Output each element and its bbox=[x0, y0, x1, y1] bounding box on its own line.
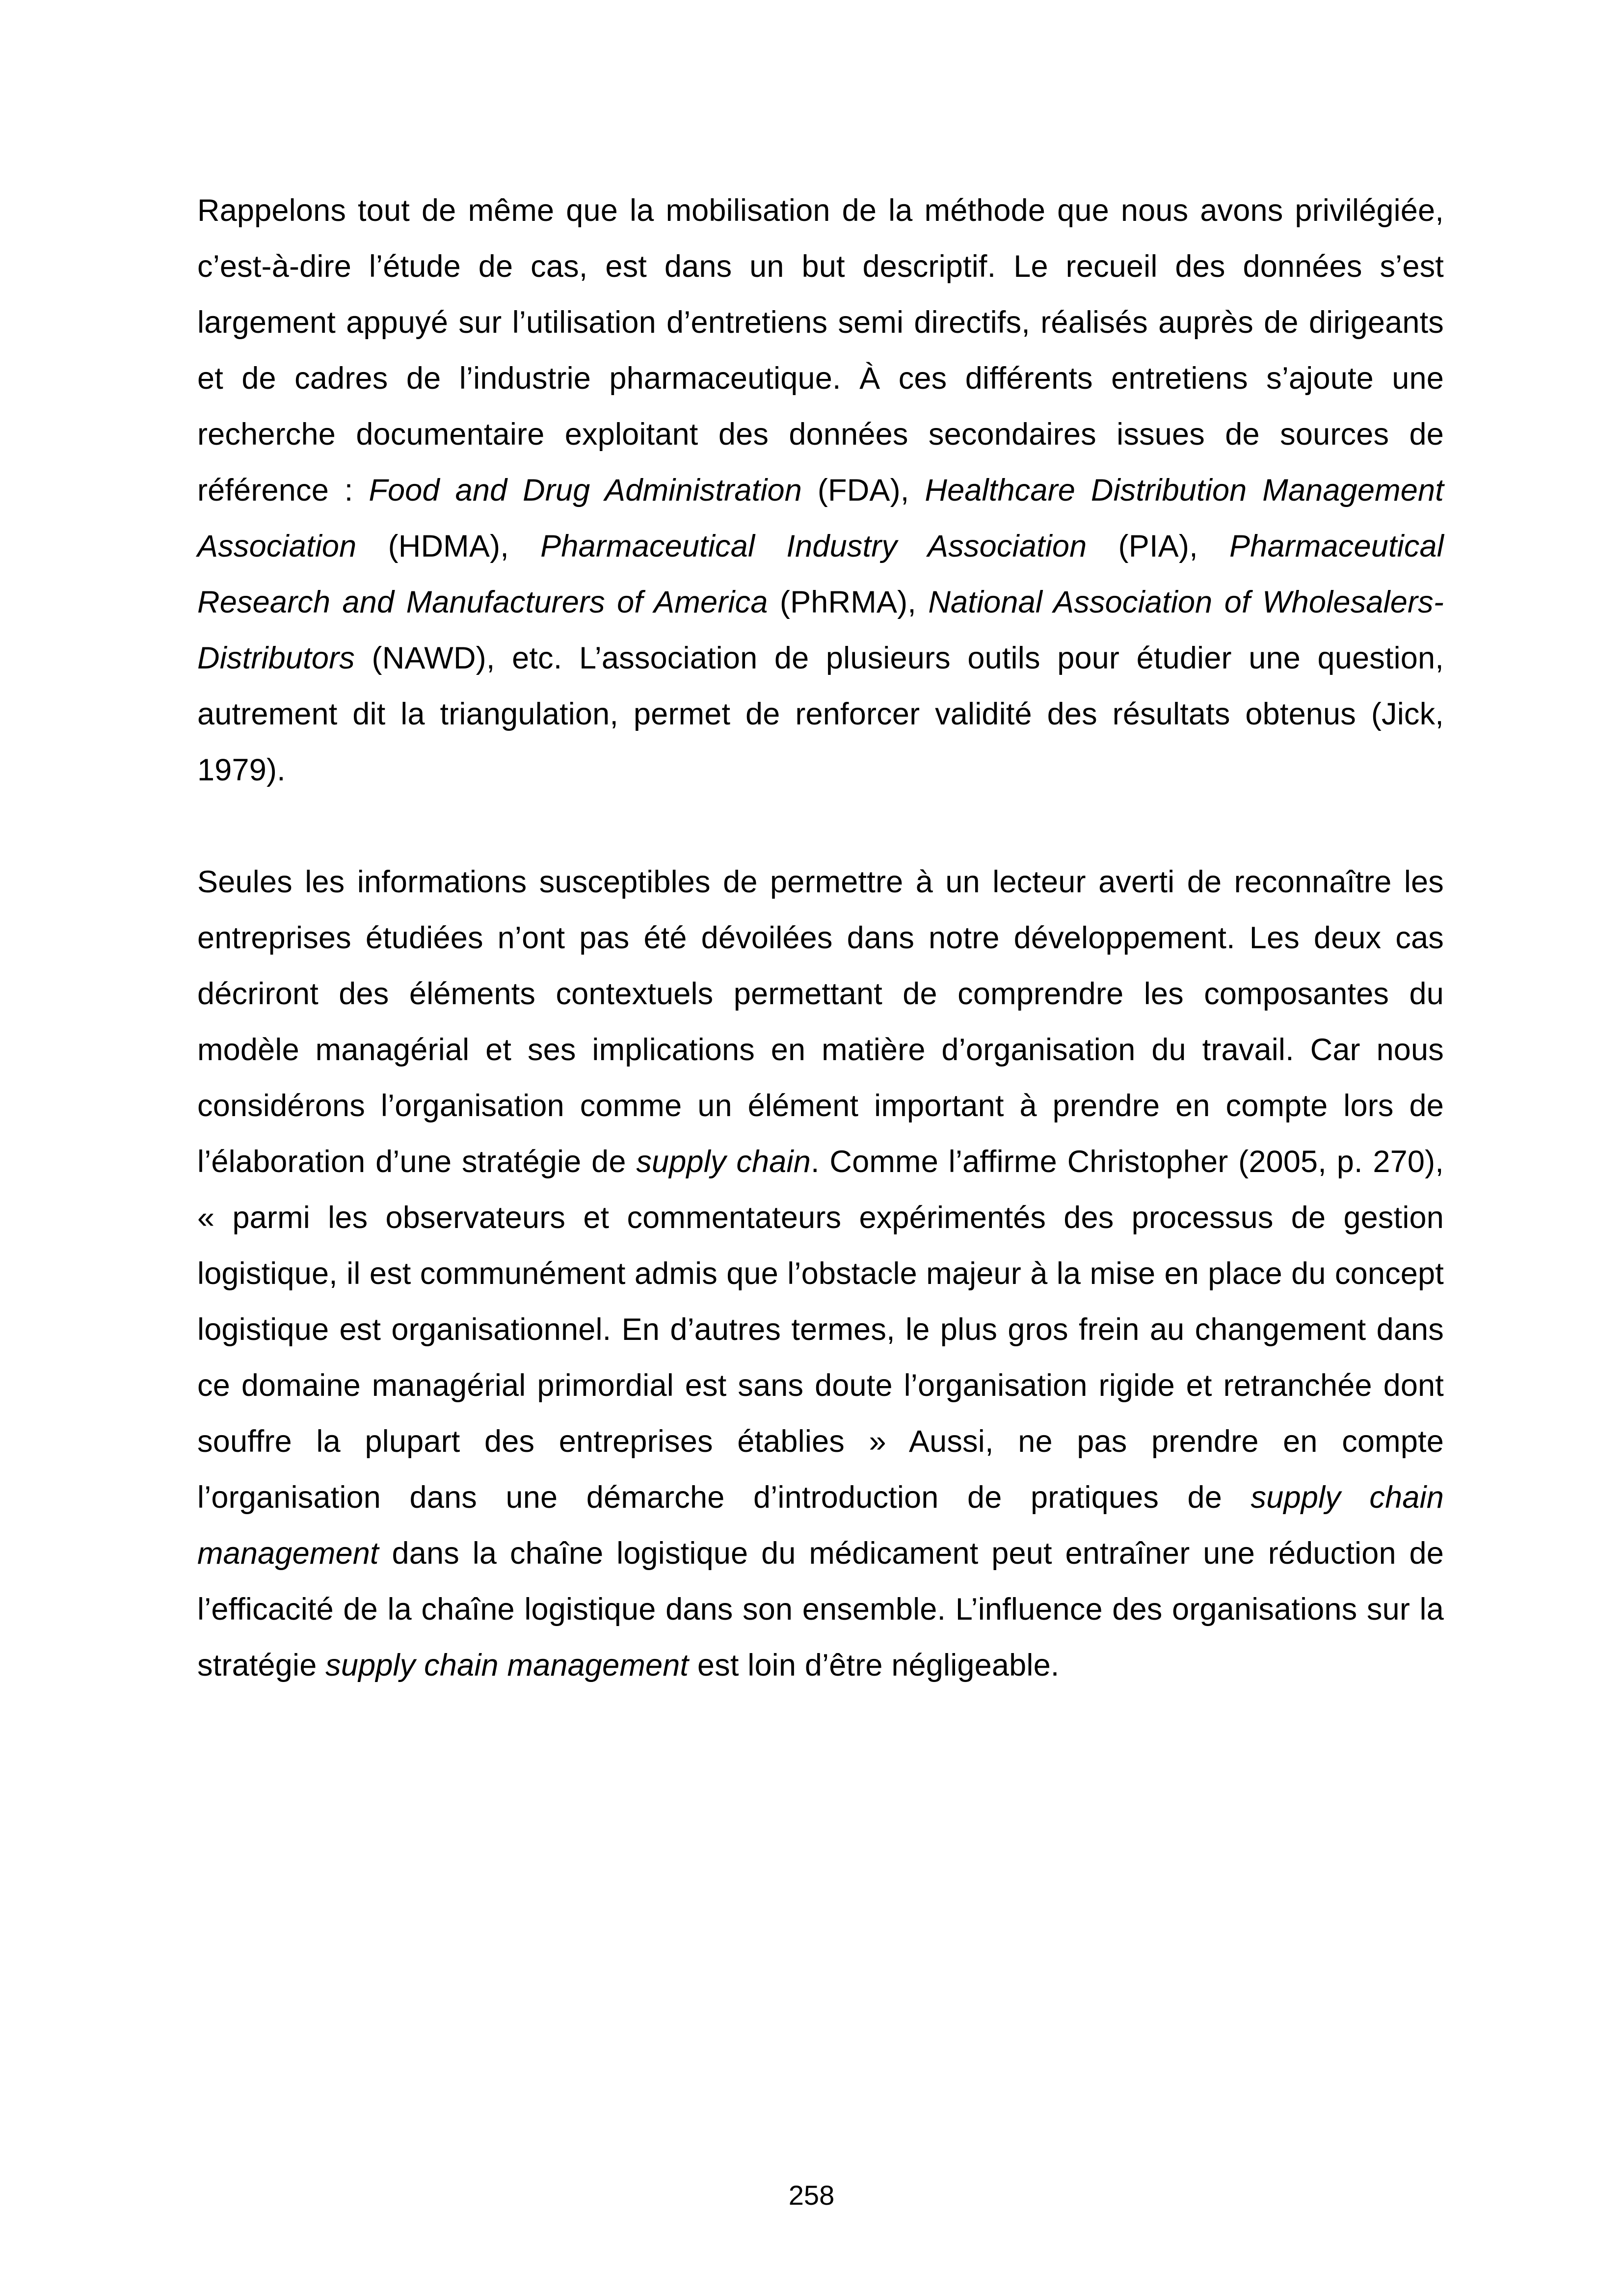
paragraph-methodology bbox=[197, 183, 1444, 798]
italic-text-run: supply chain management bbox=[197, 1480, 1444, 1571]
italic-text-run: National Association of Wholesalers-Distributors bbox=[197, 585, 1444, 675]
text-run: Rappelons tout de même que la mobilisation de la méthode que nous avons privilégiée, c’est-à-dire l’étude de cas, est dans un but descriptif. Le recueil des données s’est largement appuyé sur l’utilisation d’entretiens semi directifs, réalisés auprès de dirigeants et de cadres de l’industrie pharmaceutique. À ces différents entretiens s’ajoute une recherche documentaire exploitant des données secondaires issues de sources de référence : bbox=[197, 193, 1444, 507]
text-run: (HDMA), bbox=[356, 529, 541, 563]
text-run: (FDA), bbox=[802, 473, 925, 507]
text-run: Seules les informations susceptibles de permettre à un lecteur averti de reconnaître les entreprises étudiées n’ont pas été dévoilées dans notre développement. Les deux cas décriront des éléments contextuels permettant de comprendre les composantes du modèle managérial et ses implications en matière d’organisation du travail. Car nous considérons l’organisation comme un élément important à prendre en compte lors de l’élaboration d’une stratégie de bbox=[197, 865, 1444, 1179]
text-run: dans la chaîne logistique du médicament peut entraîner une réduction de l’efficacité de la chaîne logistique dans son ensemble. L’influence des organisations sur la stratégie bbox=[197, 1536, 1444, 1682]
italic-text-run: Food and Drug Administration bbox=[369, 473, 802, 507]
text-run: (PhRMA), bbox=[768, 585, 929, 619]
italic-text-run: supply chain bbox=[636, 1145, 811, 1179]
page-number: 258 bbox=[788, 2180, 835, 2211]
italic-text-run: Healthcare Distribution Management Association bbox=[197, 473, 1444, 563]
text-run: (PIA), bbox=[1087, 529, 1229, 563]
text-run: (NAWD), etc. L’association de plusieurs outils pour étudier une question, autrement dit la triangulation, permet de renforcer validité des résultats obtenus (Jick, 1979). bbox=[197, 641, 1444, 787]
italic-text-run: Pharmaceutical Industry Association bbox=[540, 529, 1087, 563]
text-run: est loin d’être négligeable. bbox=[689, 1648, 1060, 1682]
italic-text-run: Pharmaceutical Research and Manufacturers of America bbox=[197, 529, 1444, 619]
text-block bbox=[197, 183, 1444, 1693]
italic-text-run: supply chain management bbox=[325, 1648, 689, 1682]
text-run: . Comme l’affirme Christopher (2005, p. 270), « parmi les observateurs et commentateurs expérimentés des processus de gestion logistique, il est communément admis que l’obstacle majeur à la mise en place du concept logistique est organisationnel. En d’autres termes, le plus gros frein au changement dans ce domaine managérial primordial est sans doute l’organisation rigide et retranchée dont souffre la plupart des entreprises établies » Aussi, ne pas prendre en compte l’organisation dans une démarche d’introduction de pratiques de bbox=[197, 1145, 1444, 1515]
paragraph-organisation bbox=[197, 854, 1444, 1693]
